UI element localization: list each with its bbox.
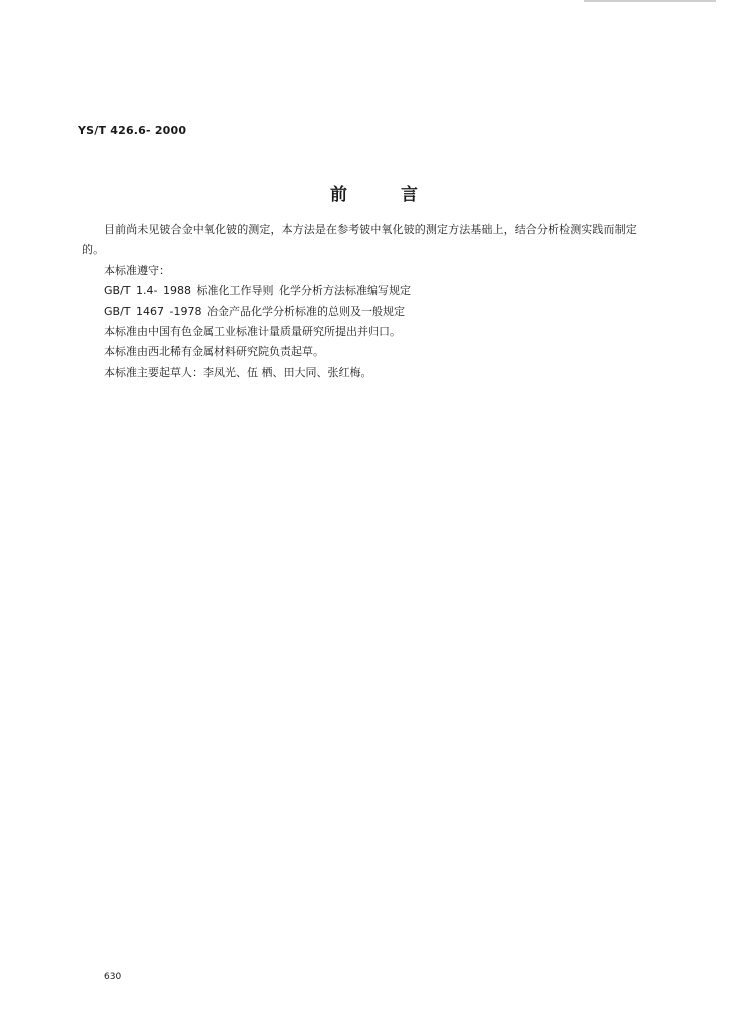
top-edge-rule bbox=[584, 0, 716, 2]
standard-code: YS/T 426.6- 2000 bbox=[78, 124, 187, 137]
preface-paragraph-drafting-org: 本标准由西北稀有金属材料研究院负责起草。 bbox=[104, 345, 324, 359]
preface-title: 前言 bbox=[330, 185, 472, 205]
preface-paragraph-proposer: 本标准由中国有色金属工业标准计量质量研究所提出并归口。 bbox=[104, 325, 401, 339]
reference-gb-t-1467: GB/T 1467 -1978 冶金产品化学分析标准的总则及一般规定 bbox=[104, 304, 405, 318]
preface-paragraph-drafters: 本标准主要起草人：李凤光、伍 栖、田大同、张红梅。 bbox=[104, 365, 372, 379]
preface-body bbox=[82, 220, 654, 383]
reference-gb-t-1-4: GB/T 1.4- 1988 标准化工作导则 化学分析方法标准编写规定 bbox=[104, 284, 411, 298]
preface-paragraph-compliance: 本标准遵守： bbox=[104, 263, 170, 277]
page-number: 630 bbox=[104, 972, 122, 982]
preface-paragraph-intro: 目前尚未见铍合金中氧化铍的测定，本方法是在参考铍中氧化铍的测定方法基础上，结合分析检测实践而制定的。 bbox=[82, 223, 637, 257]
